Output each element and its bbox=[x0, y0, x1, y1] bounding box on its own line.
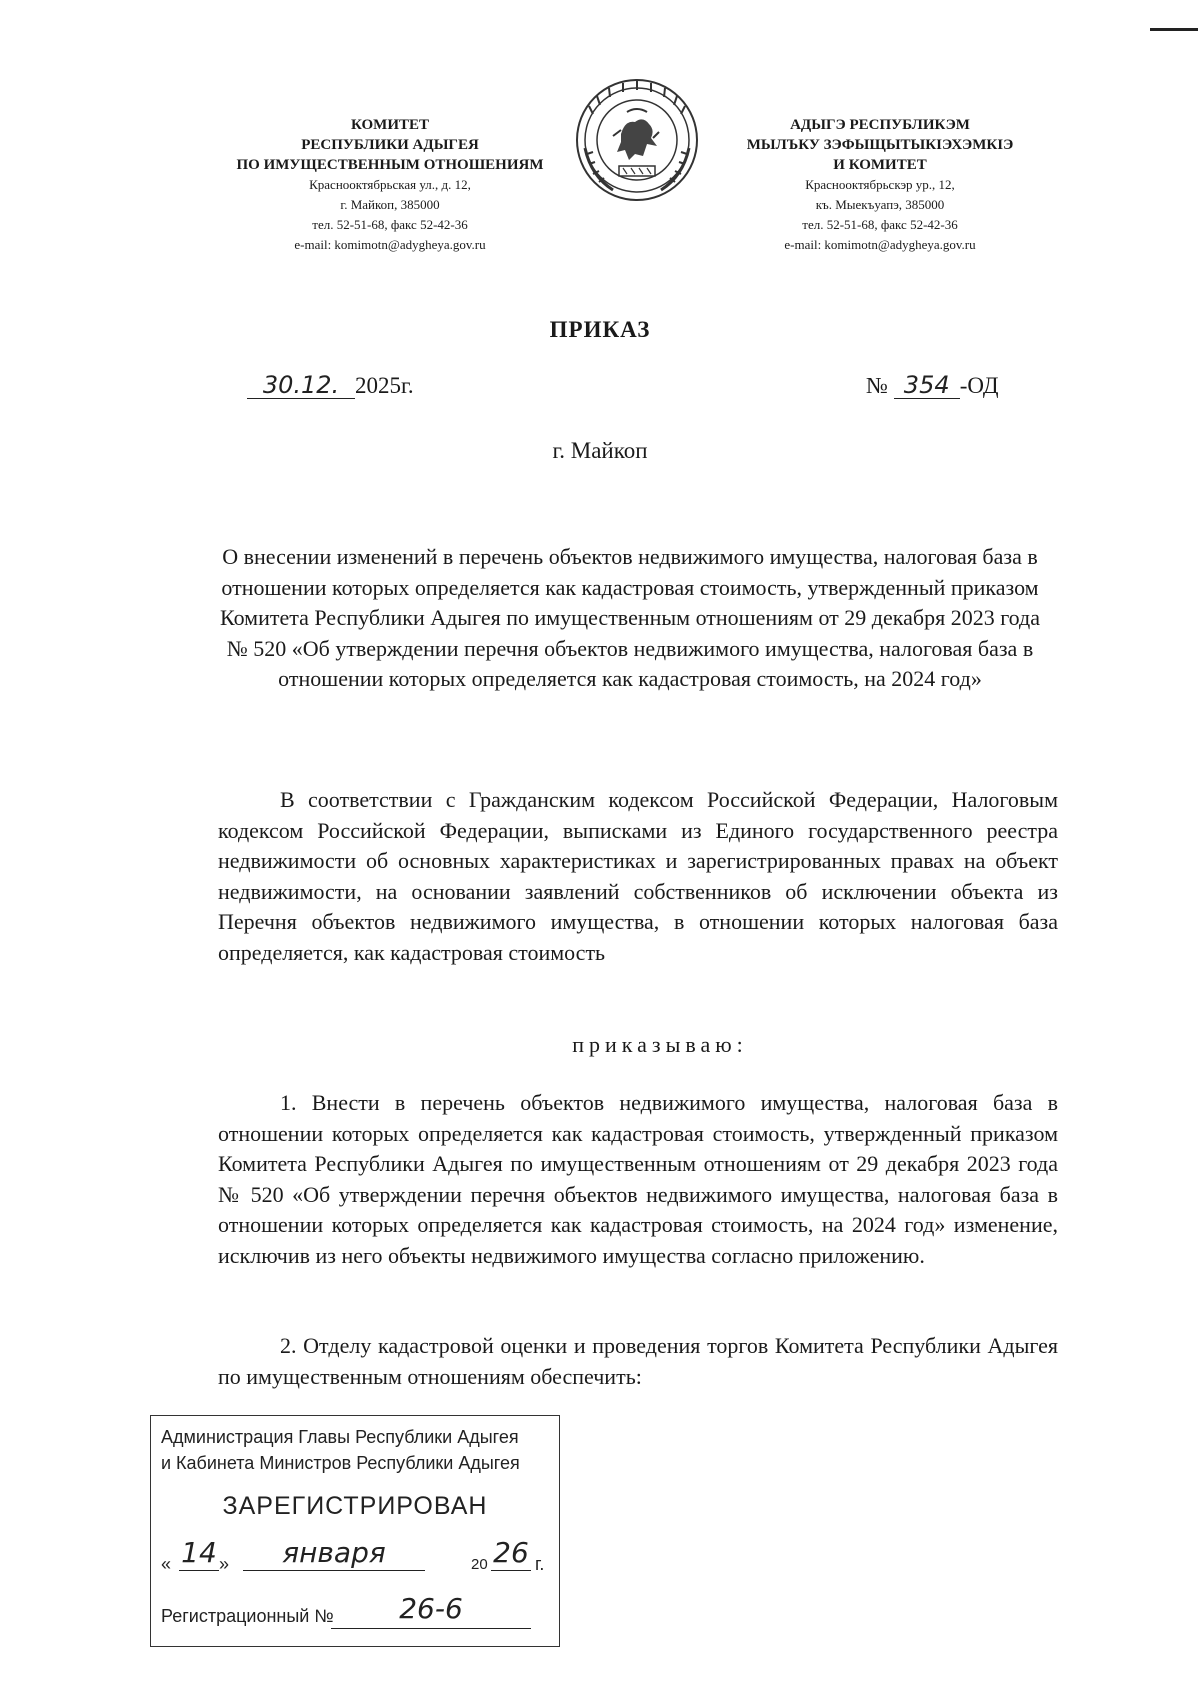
order-item-1: 1. Внести в перечень объектов недвижимого имущества, налоговая база в отношении которых определяется как кадастровая стоимость, утвержденный приказом Комитета Республики Адыгея по имущественным отношениям от 29 декабря 2023 года № 520 «Об утверждении перечня объектов недвижимого имущества, налоговая база в отношении которых определяется как кадастровая стоимость, на 2024 год» изменение, исключив из него объекты недвижимого имущества согласно приложению. bbox=[218, 1090, 1058, 1268]
phone-fax-adyghe: тел. 52-51-68, факс 52-42-36 bbox=[802, 217, 958, 232]
address-line1: Краснооктябрьская ул., д. 12, bbox=[309, 177, 471, 192]
number-suffix: -ОД bbox=[959, 373, 999, 398]
committee-name-line2: РЕСПУБЛИКИ АДЫГЕЯ bbox=[301, 137, 479, 153]
order-number bbox=[866, 372, 999, 399]
address-adyghe-line1: Краснооктябрьскэр ур., 12, bbox=[805, 177, 955, 192]
quote-open: « bbox=[161, 1554, 172, 1574]
email: e-mail: komimotn@adygheya.gov.ru bbox=[294, 237, 486, 252]
order-year: 2025г. bbox=[355, 373, 414, 398]
stamp-month: января bbox=[243, 1540, 425, 1571]
registration-stamp bbox=[150, 1415, 560, 1647]
scan-edge-mark bbox=[1150, 28, 1198, 31]
email-adyghe: e-mail: komimotn@adygheya.gov.ru bbox=[784, 237, 976, 252]
stamp-year-suffix: г. bbox=[535, 1554, 545, 1574]
order-directive-word: приказываю: bbox=[572, 1032, 748, 1057]
address-line2: г. Майкоп, 385000 bbox=[340, 197, 440, 212]
committee-name-line1: КОМИТЕТ bbox=[350, 117, 429, 133]
legal-basis-paragraph: В соответствии с Гражданским кодексом Российской Федерации, Налоговым кодексом Российской Федерации, выписками из Единого государственного реестра недвижимости об основных характеристиках и зарегистрированных правах на объект недвижимости, на основании заявлений собственников об исключении объекта из Перечня объектов недвижимого имущества, в отношении которых налоговая база определяется, как кадастровая стоимость bbox=[218, 787, 1058, 965]
stamp-org-line2: и Кабинета Министров Республики Адыгея bbox=[161, 1453, 520, 1473]
order-date bbox=[247, 372, 414, 399]
committee-name-adyghe-line2: МЫЛЪКУ ЗЭФЫЩЫТЫКIЭХЭМКIЭ bbox=[746, 137, 1014, 153]
order-item-2: 2. Отделу кадастровой оценки и проведения торгов Комитета Республики Адыгея по имущественным отношениям обеспечить: bbox=[218, 1333, 1058, 1389]
committee-name-line3: ПО ИМУЩЕСТВЕННЫМ ОТНОШЕНИЯМ bbox=[236, 157, 544, 173]
stamp-day: 14 bbox=[179, 1540, 219, 1571]
handwritten-date: 30.12. bbox=[247, 372, 355, 399]
coat-of-arms-icon bbox=[573, 76, 701, 204]
phone-fax: тел. 52-51-68, факс 52-42-36 bbox=[312, 217, 468, 232]
reg-number-value: 26-6 bbox=[331, 1596, 531, 1629]
committee-name-adyghe-line1: АДЫГЭ РЕСПУБЛИКЭМ bbox=[790, 117, 970, 133]
city-line: г. Майкоп bbox=[552, 438, 648, 463]
order-subject: О внесении изменений в перечень объектов недвижимого имущества, налоговая база в отношении которых определяется как кадастровая стоимость, утвержденный приказом Комитета Республики Адыгея по имущественным отношениям от 29 декабря 2023 года № 520 «Об утверждении перечня объектов недвижимого имущества, налоговая база в отношении которых определяется как кадастровая стоимость, на 2024 год» bbox=[219, 544, 1040, 691]
number-sign: № bbox=[866, 373, 888, 398]
stamp-organization bbox=[161, 1424, 553, 1476]
quote-close: » bbox=[219, 1554, 230, 1574]
stamp-year-prefix: 20 bbox=[471, 1556, 488, 1573]
committee-name-adyghe-line3: И КОМИТЕТ bbox=[833, 157, 927, 173]
stamp-registered-label: ЗАРЕГИСТРИРОВАН bbox=[222, 1492, 488, 1520]
reg-number-label: Регистрационный № bbox=[161, 1606, 334, 1626]
stamp-org-line1: Администрация Главы Республики Адыгея bbox=[161, 1427, 519, 1447]
address-adyghe-line2: къ. Мыекъуапэ, 385000 bbox=[815, 197, 945, 212]
header-left bbox=[200, 115, 580, 255]
document-title: ПРИКАЗ bbox=[549, 317, 651, 342]
header-right bbox=[700, 115, 1060, 255]
stamp-year: 26 bbox=[491, 1540, 531, 1571]
stamp-date-line bbox=[161, 1536, 556, 1580]
handwritten-number: 354 bbox=[894, 372, 960, 399]
